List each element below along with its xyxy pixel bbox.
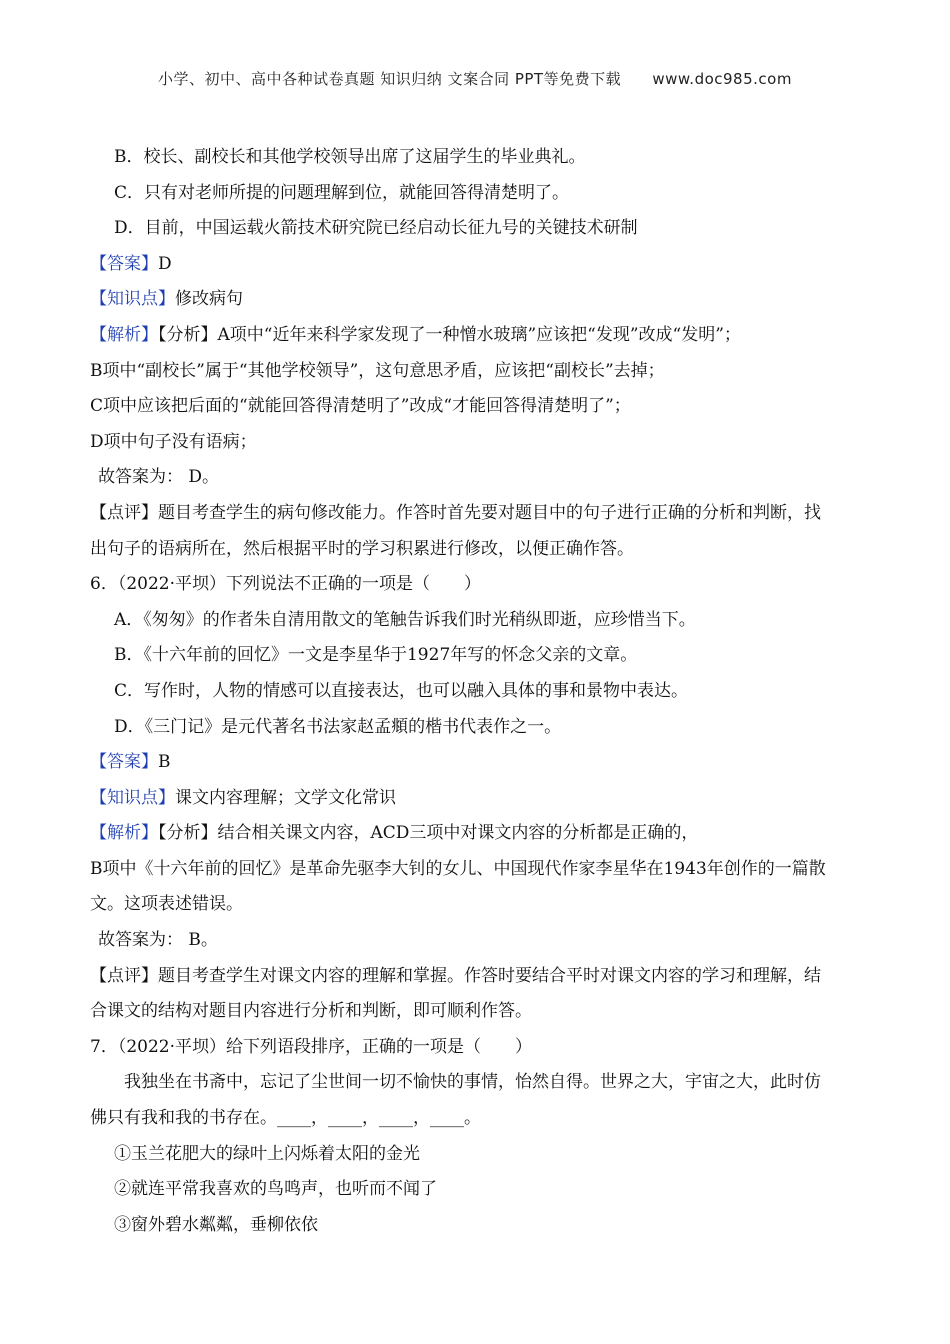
q7-paragraph-2: 佛只有我和我的书存在。____，____，____，____。 xyxy=(90,1108,481,1129)
q5-answer-tag: 【答案】 xyxy=(90,253,158,274)
q5-option-d: D．目前，中国运载火箭技术研究院已经启动长征九号的关键技术研制 xyxy=(114,218,638,239)
q5-review-2: 出句子的语病所在，然后根据平时的学习积累进行修改，以便正确作答。 xyxy=(90,538,634,559)
q6-stem: 6．（2022·平坝）下列说法不正确的一项是（ ） xyxy=(90,574,481,595)
q7-item-2: ②就连平常我喜欢的鸟鸣声，也听而不闻了 xyxy=(114,1179,437,1200)
q6-analysis-tag: 【解析】 xyxy=(90,823,158,844)
q6-knowledge-point xyxy=(90,781,860,817)
document-body xyxy=(90,140,860,1243)
q6-analysis-text-1: 【分析】结合相关课文内容，ACD三项中对课文内容的分析都是正确的， xyxy=(158,823,699,844)
header-site[interactable]: www.doc985.com xyxy=(652,70,792,88)
q7-paragraph-1: 我独坐在书斋中，忘记了尘世间一切不愉快的事情，怡然自得。世界之大，宇宙之大，此时仿 xyxy=(124,1072,821,1093)
q5-analysis-1 xyxy=(90,318,860,354)
q5-knowledge-point xyxy=(90,282,860,318)
q6-analysis-2: B项中《十六年前的回忆》是革命先驱李大钊的女儿、中国现代作家李星华在1943年创作的一篇散 xyxy=(90,858,826,879)
q6-analysis-1 xyxy=(90,816,860,852)
q5-kp-value: 修改病句 xyxy=(175,289,243,310)
q6-review-1 xyxy=(90,959,860,995)
q5-review-text-1: 题目考查学生的病句修改能力。作答时首先要对题目中的句子进行正确的分析和判断，找 xyxy=(158,502,821,523)
q5-option-b: B．校长、副校长和其他学校领导出席了这届学生的毕业典礼。 xyxy=(114,147,586,167)
q7-item-1: ①玉兰花肥大的绿叶上闪烁着太阳的金光 xyxy=(114,1143,420,1164)
q6-option-d: D．《三门记》是元代著名书法家赵孟頫的楷书代表作之一。 xyxy=(114,716,562,737)
q5-option-c: C．只有对老师所提的问题理解到位，就能回答得清楚明了。 xyxy=(114,182,570,203)
q6-analysis-3: 文。这项表述错误。 xyxy=(90,894,243,915)
header-text: 小学、初中、高中各种试卷真题 知识归纳 文案合同 PPT等免费下载 xyxy=(158,70,622,88)
q6-option-a: A．《匆匆》的作者朱自清用散文的笔触告诉我们时光稍纵即逝，应珍惜当下。 xyxy=(114,609,696,630)
q5-analysis-3: C项中应该把后面的“就能回答得清楚明了”改成“才能回答得清楚明了”； xyxy=(90,396,631,417)
q6-review-tag: 【点评】 xyxy=(90,965,158,986)
q6-review-2: 合课文的结构对题目内容进行分析和判断，即可顺利作答。 xyxy=(90,1001,532,1022)
q5-analysis-tag: 【解析】 xyxy=(90,324,158,345)
q5-analysis-text-1: 【分析】A项中“近年来科学家发现了一种憎水玻璃”应该把“发现”改成“发明”； xyxy=(158,324,741,345)
q5-analysis-2: B项中“副校长”属于“其他学校领导”，这句意思矛盾，应该把“副校长”去掉； xyxy=(90,360,665,381)
q6-answer-value: B xyxy=(158,752,171,773)
page-header xyxy=(0,68,950,89)
q7-stem: 7．（2022·平坝）给下列语段排序，正确的一项是（ ） xyxy=(90,1036,532,1057)
q6-final-answer: 故答案为： B。 xyxy=(98,930,218,951)
q7-item-3: ③窗外碧水粼粼，垂柳依依 xyxy=(114,1214,318,1235)
q6-option-c: C．写作时，人物的情感可以直接表达，也可以融入具体的事和景物中表达。 xyxy=(114,680,689,701)
q5-analysis-4: D项中句子没有语病； xyxy=(90,431,257,452)
q5-answer xyxy=(90,247,860,283)
q5-review-tag: 【点评】 xyxy=(90,502,158,523)
q5-kp-tag: 【知识点】 xyxy=(90,289,175,310)
q6-answer xyxy=(90,745,860,781)
q5-review-1 xyxy=(90,496,860,532)
q6-kp-value: 课文内容理解；文学文化常识 xyxy=(175,787,396,808)
q6-review-text-1: 题目考查学生对课文内容的理解和掌握。作答时要结合平时对课文内容的学习和理解，结 xyxy=(158,965,821,986)
q5-answer-value: D xyxy=(158,253,172,274)
q6-answer-tag: 【答案】 xyxy=(90,752,158,773)
q6-kp-tag: 【知识点】 xyxy=(90,787,175,808)
q6-option-b: B．《十六年前的回忆》一文是李星华于1927年写的怀念父亲的文章。 xyxy=(114,645,638,666)
q5-final-answer: 故答案为： D。 xyxy=(98,467,220,488)
